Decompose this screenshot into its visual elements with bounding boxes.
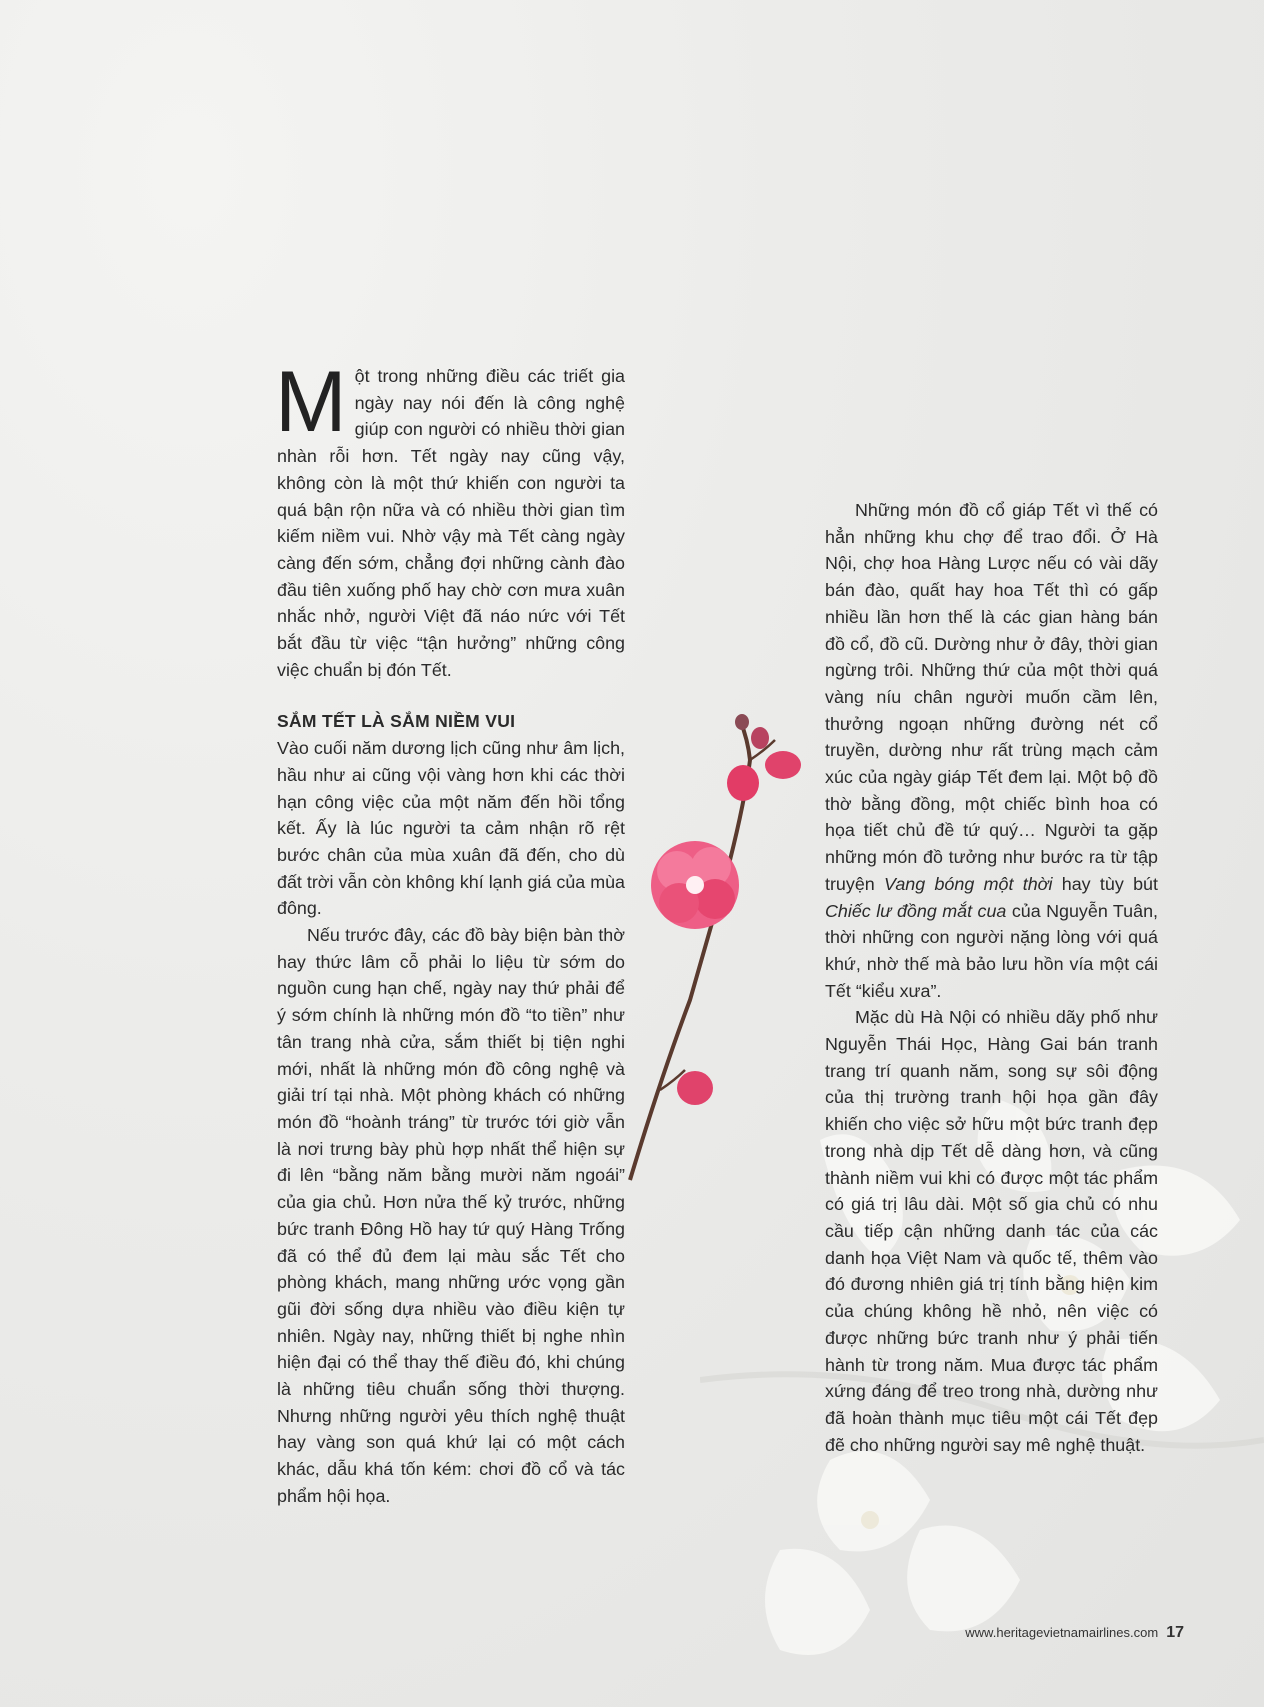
intro-paragraph xyxy=(275,354,625,683)
page-footer xyxy=(965,1624,1184,1642)
section-heading: SẮM TẾT LÀ SẮM NIỀM VUI xyxy=(277,711,516,732)
left-column xyxy=(275,354,625,1510)
right-column xyxy=(825,497,1158,1458)
intro-text: ột trong những điều các triết gia ngày nay nói đến là công nghệ giúp con người có nhiều thời gian nhàn rỗi hơn. Tết ngày nay cũng vậy, không còn là một thứ khiến con người ta quá bận rộn nữa và có nhiều thời gian tìm kiếm niềm vui. Nhờ vậy mà Tết càng ngày càng đến sớm, chẳng đợi những cành đào đầu tiên xuống phố hay chờ cơn mưa xuân nhắc nhở, người Việt đã náo nức với Tết bắt đầu từ việc “tận hưởng” những công việc chuẩn bị đón Tết. xyxy=(277,366,625,680)
section-paragraph-2: Nếu trước đây, các đồ bày biện bàn thờ hay thức lâm cỗ phải lo liệu từ sớm do nguồn cung hạn chế, ngày nay thứ phải để ý sớm chính là những món đồ “to tiền” như tân trang nhà cửa, sắm thiết bị tiện nghi mới, nhất là những món đồ công nghệ và giải trí tại nhà. Một phòng khách có những món đồ “hoành tráng” từ trước tới giờ vẫn là nơi trưng bày phù hợp nhất thể hiện sự đi lên “bằng năm bằng mười năm ngoái” của gia chủ. Hơn nửa thế kỷ trước, những bức tranh Đông Hồ hay tứ quý Hàng Trống đã có thể đủ đem lại màu sắc Tết cho phòng khách, mang những ước vọng gần gũi đời sống dựa nhiều vào điều kiện tự nhiên. Ngày nay, những thiết bị nghe nhìn hiện đại có thể thay thế điều đó, khi chúng là những tiêu chuẩn sống thời thượng. Nhưng những người yêu thích nghệ thuật hay vàng son quá khứ lại có một cách khác, dẫu khá tốn kém: chơi đồ cổ và tác phẩm hội họa. xyxy=(277,925,625,1506)
right-paragraph-1 xyxy=(825,497,1158,1004)
right-p1-text-a: Những món đồ cổ giáp Tết vì thế có hẳn những khu chợ để trao đổi. Ở Hà Nội, chợ hoa Hàng Lược nếu có vài dãy bán đào, quất hay hoa Tết thì có gấp nhiều lần hơn thế là các gian hàng bán đồ cổ, đồ cũ. Dường như ở đây, thời gian ngừng trôi. Những thứ của một thời quá vàng níu chân người muốn cầm lên, thưởng ngoạn những đường nét cổ truyền, dường như rất trùng mạch cảm xúc của ngày giáp Tết đem lại. Một bộ đồ thờ bằng đồng, một chiếc bình hoa có họa tiết chủ đề tứ quý… Người ta gặp những món đồ tưởng như bước ra từ tập truyện xyxy=(825,500,1158,894)
peach-blossom-branch-image xyxy=(600,700,840,1200)
footer-url: www.heritagevietnamairlines.com xyxy=(965,1625,1159,1640)
right-p1-text-c: hay tùy bút xyxy=(1061,873,1158,894)
drop-cap: M xyxy=(275,354,347,450)
page-number: 17 xyxy=(1166,1624,1184,1641)
right-paragraph-2: Mặc dù Hà Nội có nhiều dãy phố như Nguyễn Thái Học, Hàng Gai bán tranh trang trí quanh năm, song sự sôi động của thị trường tranh hội họa gần đây khiến cho việc sở hữu một bức tranh đẹp trong nhà dịp Tết dễ dàng hơn, và cũng thành niềm vui khi có được một tác phẩm có giá trị lâu dài. Một số gia chủ có nhu cầu tiếp cận những danh tác của các danh họa Việt Nam và quốc tế, thêm vào đó đương nhiên giá trị tính bằng hiện kim của chúng không hề nhỏ, nên việc có được những bức tranh như ý phải tiến hành từ trong năm. Mua được tác phẩm xứng đáng để treo trong nhà, dường như đã hoàn thành mục tiêu một cái Tết đẹp đẽ cho những người say mê nghệ thuật. xyxy=(825,1007,1158,1455)
book-title-2: Chiếc lư đồng mắt cua xyxy=(825,900,1007,921)
book-title-1: Vang bóng một thời xyxy=(884,873,1053,894)
section-paragraph-1: Vào cuối năm dương lịch cũng như âm lịch, hầu như ai cũng vội vàng hơn khi các thời hạn công việc của một năm đến hồi tổng kết. Ấy là lúc người ta cảm nhận rõ rệt bước chân của mùa xuân đã đến, cho dù đất trời vẫn còn không khí lạnh giá của mùa đông. xyxy=(277,738,625,919)
right-p1-text-e: của Nguyễn Tuân, thời những con người nặng lòng với quá khứ, nhờ thế mà bảo lưu hồn vía một cái Tết “kiểu xưa”. xyxy=(825,900,1158,1001)
